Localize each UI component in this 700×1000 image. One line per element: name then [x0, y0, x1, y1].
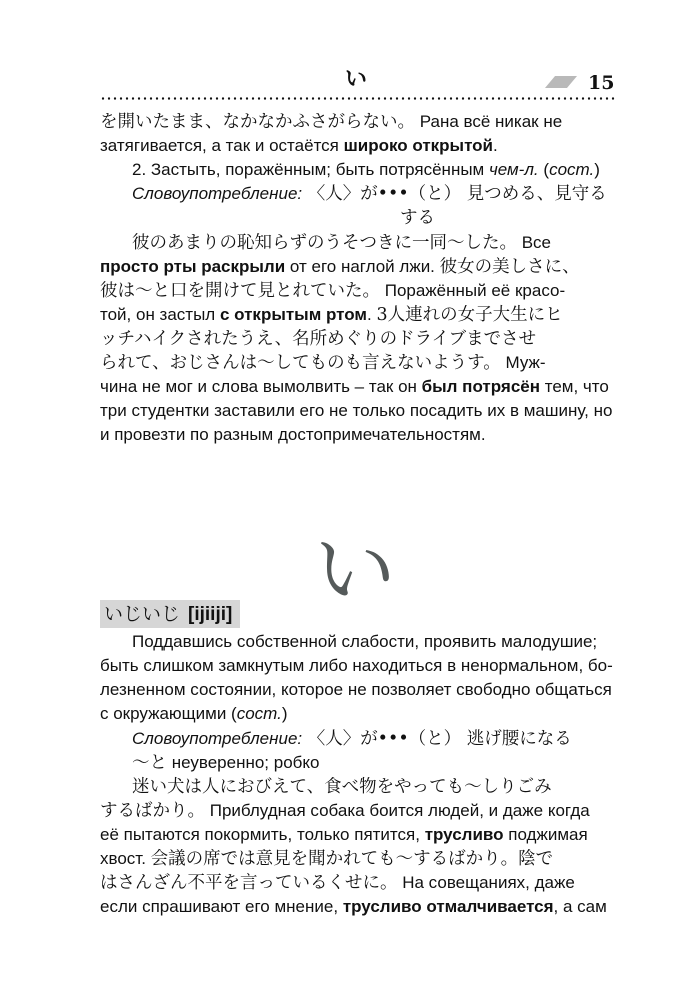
usage-line-cont: する	[400, 208, 435, 228]
example-line: хвост. 会議の席では意見を聞かれても〜するばかり。陰で	[100, 849, 554, 869]
example-line: 彼のあまりの恥知らずのうそつきに一同〜した。 Все	[132, 233, 552, 253]
example-line: られて、おじさんは〜してものも言えないようす。 Муж-	[100, 353, 546, 373]
text-line: を開いたまま、なかなかふさがらない。 Рана всё никак не	[100, 112, 563, 132]
usage-line: 〜と неуверенно; робко	[132, 753, 320, 773]
section-kana: い	[313, 523, 396, 618]
example-line: если спрашивают его мнение, трусливо отмалчивается, а сам	[100, 897, 607, 916]
definition-line: Поддавшись собственной слабости, проявить малодушие;	[132, 632, 598, 651]
page-number: 15	[588, 72, 615, 94]
example-line: её пытаются покормить, только пятится, трусливо поджимая	[100, 825, 588, 844]
sense-2: 2. Застыть, поражённым; быть потрясённым чем-л. (сост.)	[132, 160, 600, 179]
example-line: するばかり。 Приблудная собака боится людей, и даже когда	[100, 801, 590, 821]
definition-line: лезненном состоянии, которое не позволяет свободно общаться	[100, 680, 612, 699]
example-line: три студентки заставили его не только посадить их в машину, но	[100, 401, 613, 420]
example-line: просто рты раскрыли от его наглой лжи. 彼女の美しさに、	[100, 257, 580, 277]
headword-kana: いじいじ	[104, 603, 181, 625]
example-line: ッチハイクされたうえ、名所めぐりのドライブまでさせ	[100, 329, 537, 349]
usage-line: Словоупотребление: 〈人〉が•••（と） 見つめる、見守る	[132, 184, 607, 204]
header-kana: い	[344, 66, 367, 92]
definition-line: с окружающими (сост.)	[100, 704, 288, 723]
example-line: той, он застыл с открытым ртом. 3人連れの女子大生にヒ	[100, 305, 563, 325]
example-line: 彼は〜と口を開けて見とれていた。 Поражённый её красо-	[100, 281, 566, 301]
header-decor-mark	[545, 76, 577, 88]
headword	[104, 602, 232, 626]
example-line: и провезти по разным достопримечательностям.	[100, 425, 486, 444]
usage-line: Словоупотребление: 〈人〉が•••（と） 逃げ腰になる	[132, 729, 572, 749]
example-line: чина не мог и слова вымолвить – так он был потрясён тем, что	[100, 377, 609, 396]
text-line: затягивается, а так и остаётся широко открытой.	[100, 136, 498, 155]
headword-pronunciation: [ijiiji]	[188, 604, 233, 625]
example-line: はさんざん不平を言っているくせに。 На совещаниях, даже	[100, 873, 575, 893]
dotted-rule	[100, 97, 615, 100]
definition-line: быть слишком замкнутым либо находиться в ненормальном, бо-	[100, 656, 613, 675]
example-line: 迷い犬は人におびえて、食べ物をやっても〜しりごみ	[132, 777, 552, 797]
